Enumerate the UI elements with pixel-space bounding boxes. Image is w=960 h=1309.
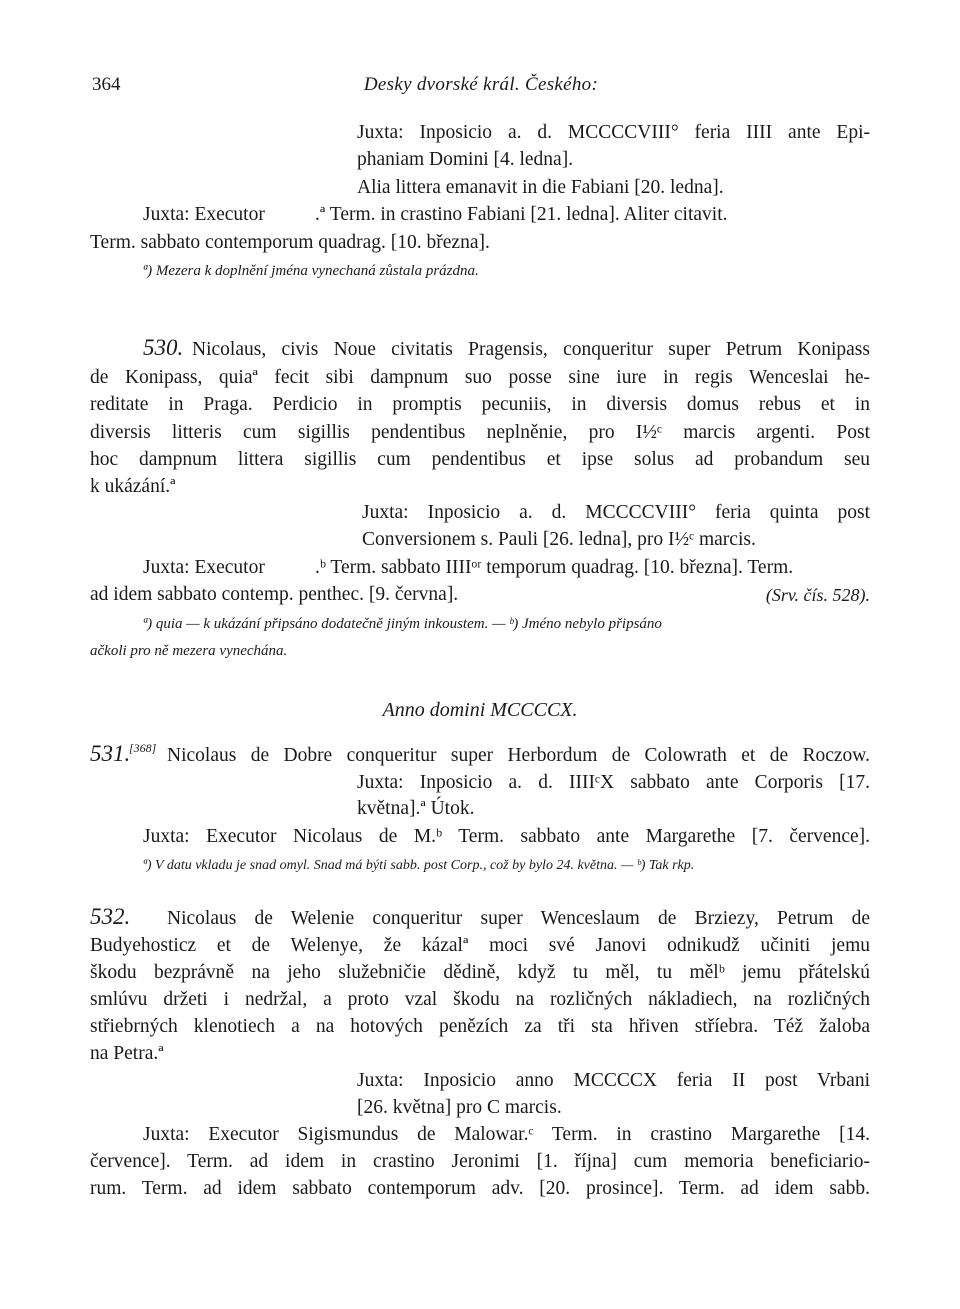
text-line: rum. Term. ad idem sabbato contemporum adv. [20. prosince]. Term. ad idem sabb. — [90, 1178, 870, 1199]
text-line: střiebrných klenotiech a na hotových penězích za tři sta hřiven stříebra. Též žaloba — [90, 1016, 870, 1037]
text-line: phaniam Domini [4. ledna]. — [357, 149, 574, 170]
year-heading: Anno domini MCCCCX. — [382, 699, 578, 721]
text-line: .ᵇ Term. sabbato IIIIᵒʳ temporum quadrag. [10. března]. Term. — [315, 557, 794, 578]
text-line: Term. sabbato contemporum quadrag. [10. března]. — [90, 232, 490, 253]
text-line: Budyehosticz et de Welenye, že kázalª moci své Janovi odnikudž učiniti jemu — [90, 935, 870, 956]
text-line: Nicolaus de Welenie conqueritur super Wenceslaum de Brziezy, Petrum de — [167, 908, 870, 929]
text-line: smlúvu držeti i nedržal, a proto vzal škodu na rozličných nákladiech, na rozličných — [90, 989, 870, 1010]
text-line: reditate in Praga. Perdicio in promptis pecuniis, in diversis domus rebus et in — [90, 394, 870, 415]
page-header — [92, 74, 870, 100]
text-line: Nicolaus de Dobre conqueritur super Herbordum de Colowrath et de Roczow. — [167, 745, 870, 766]
text-line: července]. Term. ad idem in crastino Jeronimi [1. října] cum memoria beneficiario- — [90, 1151, 870, 1172]
text-line: k ukázání.ª — [90, 476, 176, 497]
running-title: Desky dvorské král. Českého: — [363, 74, 599, 95]
entry-number: 530. — [143, 335, 184, 360]
text-line: Juxta: Inposicio a. d. IIIIᶜX sabbato ante Corporis [17. — [357, 772, 870, 793]
footnote-line: ª) V datu vkladu je snad omyl. Snad má býti sabb. post Corp., což by bylo 24. května. — ᵇ) Tak rkp. — [143, 858, 695, 873]
folio-marker: [368] — [129, 741, 157, 755]
footnote-line: ačkoli pro ně mezera vynechána. — [90, 643, 288, 659]
text-line: Juxta: Executor Nicolaus de M.ᵇ Term. sabbato ante Margarethe [7. července]. — [143, 826, 870, 847]
text-line: diversis litteris cum sigillis pendentibus neplněnie, pro I½ᶜ marcis argenti. Post — [90, 422, 870, 443]
cross-reference: (Srv. čís. 528). — [765, 585, 870, 605]
text-line: Juxta: Inposicio a. d. MCCCCVIII° feria quinta post — [362, 502, 870, 523]
text-line: května].ª Útok. — [357, 798, 475, 819]
footnote-line: ª) Mezera k doplnění jména vynechaná zůstala prázdna. — [143, 263, 479, 279]
text-line: .ª Term. in crastino Fabiani [21. ledna]. Aliter citavit. — [315, 204, 728, 225]
text-line: Conversionem s. Pauli [26. ledna], pro I½ᶜ marcis. — [362, 529, 756, 550]
text-line: Juxta: Executor — [143, 204, 265, 225]
text-line: hoc dampnum littera sigillis cum pendentibus et ipse solus ad probandum seu — [90, 449, 870, 470]
entry-number: 532. — [90, 904, 131, 929]
text-line: Juxta: Executor Sigismundus de Malowar.ᶜ Term. in crastino Margarethe [14. — [143, 1124, 870, 1145]
text-line: Juxta: Inposicio anno MCCCCX feria II post Vrbani — [357, 1070, 870, 1091]
text-line: Juxta: Inposicio a. d. MCCCCVIII° feria IIII ante Epi- — [357, 122, 870, 143]
entry-number: 531. — [90, 741, 131, 766]
text-line: Juxta: Executor — [143, 557, 265, 578]
text-line: ad idem sabbato contemp. penthec. [9. června]. — [90, 584, 459, 605]
text-line: Alia littera emanavit in die Fabiani [20. ledna]. — [357, 177, 724, 198]
page-number: 364 — [92, 74, 121, 95]
text-line: de Konipass, quiaª fecit sibi dampnum suo posse sine iure in regis Wenceslai he- — [90, 367, 870, 388]
text-line: Nicolaus, civis Noue civitatis Pragensis, conqueritur super Petrum Konipass — [192, 339, 870, 360]
footnote-line: ª) quia — k ukázání připsáno dodatečně jiným inkoustem. — ᵇ) Jméno nebylo připsáno — [143, 616, 662, 632]
text-line: na Petra.ª — [90, 1043, 164, 1064]
text-line: [26. května] pro C marcis. — [357, 1097, 562, 1118]
text-line: škodu bezprávně na jeho služebničie dědině, když tu měl, tu mělᵇ jemu přátelskú — [90, 962, 870, 983]
